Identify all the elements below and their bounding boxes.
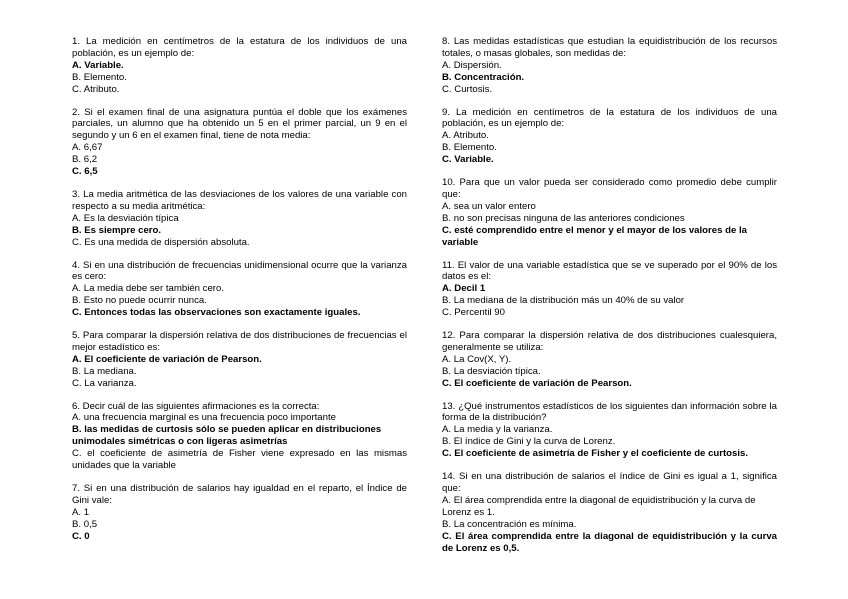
option: A. Dispersión. [442,59,502,71]
option: C. La varianza. [72,377,137,389]
option: C. Atributo. [72,83,120,95]
option-correct: C. El área comprendida entre la diagonal de equidistribución y la curva de Lorenz es 0,5. [442,530,777,554]
option: A. sea un valor entero [442,200,536,212]
option: B. Esto no puede ocurrir nunca. [72,295,207,307]
option: A. 1 [72,506,90,518]
option: C. Percentil 90 [442,307,505,319]
option: B. La desviación típica. [442,365,541,377]
question-stem: 8. Las medidas estadísticas que estudian la equidistribución de los recursos totales, o masas globales, son medidas de: [442,36,777,59]
question-8 [442,36,777,96]
question-stem: 14. Si en una distribución de salarios el índice de Gini es igual a 1, significa que: [442,471,777,494]
question-1 [72,36,407,96]
option-correct: C. Entonces todas las observaciones son exactamente iguales. [72,307,361,319]
option: B. El índice de Gini y la curva de Lorenz. [442,436,616,448]
option-correct: C. El coeficiente de asimetría de Fisher y el coeficiente de curtosis. [442,448,749,460]
option-correct: B. Concentración. [442,71,525,83]
question-stem: 12. Para comparar la dispersión relativa de dos distribuciones cualesquiera, generalmente se utiliza: [442,330,777,353]
option: B. no son precisas ninguna de las anteriores condiciones [442,212,685,224]
option: B. La mediana. [72,365,137,377]
question-stem: 11. El valor de una variable estadística que se ve superado por el 90% de los datos es el: [442,259,777,283]
option-correct: C. El coeficiente de variación de Pearson. [442,377,632,389]
option-correct: C. esté comprendido entre el menor y el mayor de los valores de la variable [442,224,747,248]
question-14 [442,471,777,554]
option-correct: B. las medidas de curtosis sólo se pueden aplicar en distribuciones unimodales simétricas o con ligeras asimetrías [72,424,382,448]
question-5 [72,330,407,390]
option-correct: C. 6,5 [72,166,98,178]
question-stem: 6. Decir cuál de las siguientes afirmaciones es la correcta: [72,400,320,412]
question-stem: 5. Para comparar la dispersión relativa de dos distribuciones de frecuencias el mejor estadístico es: [72,330,407,353]
question-13 [442,401,777,461]
option-correct: A. Variable. [72,59,124,71]
option-correct: A. Decil 1 [442,283,486,295]
left-column [72,36,407,543]
option: A. Atributo. [442,130,489,142]
question-3 [72,189,407,249]
option: A. La media debe ser también cero. [72,283,224,295]
option-correct: B. Es siempre cero. [72,224,162,236]
option: A. una frecuencia marginal es una frecuencia poco importante [72,412,336,424]
question-stem: 7. Si en una distribución de salarios hay igualdad en el reparto, el Índice de Gini vale: [72,483,407,506]
question-stem: 4. Si en una distribución de frecuencias unidimensional ocurre que la varianza es cero: [72,259,407,283]
question-7 [72,483,407,543]
option: A. La Cov(X, Y). [442,353,512,365]
option: A. El área comprendida entre la diagonal de equidistribución y la curva de Lorenz es 1. [442,494,756,518]
option-correct: A. El coeficiente de variación de Pearson. [72,353,262,365]
right-column [442,36,777,554]
option: B. La mediana de la distribución más un 40% de su valor [442,295,685,307]
question-stem: 1. La medición en centímetros de la estatura de los individuos de una población, es un ejemplo de: [72,36,407,59]
option: A. 6,67 [72,142,103,154]
option: C. el coeficiente de asimetría de Fisher viene expresado en las mismas unidades que la variable [72,448,407,472]
option: B. 6,2 [72,154,98,166]
question-stem: 2. Si el examen final de una asignatura puntúa el doble que los exámenes parciales, un alumno que ha obtenido un 5 en el primer parcial, un 9 en el segundo y un 6 en el examen final, tiene de nota media: [72,106,407,142]
question-10 [442,177,777,248]
option: C. Es una medida de dispersión absoluta. [72,236,250,248]
option-correct: C. Variable. [442,154,494,166]
question-9 [442,107,777,167]
question-stem: 9. La medición en centímetros de la estatura de los individuos de una población, es un ejemplo de: [442,106,777,130]
question-6 [72,401,407,472]
question-2 [72,107,407,178]
option: B. 0,5 [72,518,98,530]
question-12 [442,330,777,390]
option: B. Elemento. [442,142,497,154]
question-4 [72,260,407,320]
question-stem: 3. La media aritmética de las desviaciones de los valores de una variable con respecto a su media aritmética: [72,188,407,212]
option: B. La concentración es mínima. [442,518,577,530]
option-correct: C. 0 [72,530,90,542]
question-11 [442,260,777,320]
option: A. Es la desviación típica [72,212,179,224]
question-stem: 10. Para que un valor pueda ser considerado como promedio debe cumplir que: [442,177,777,200]
option: B. Elemento. [72,71,127,83]
option: A. La media y la varianza. [442,424,553,436]
question-stem: 13. ¿Qué instrumentos estadísticos de los siguientes dan información sobre la forma de la distribución? [442,400,777,424]
option: C. Curtosis. [442,83,493,95]
